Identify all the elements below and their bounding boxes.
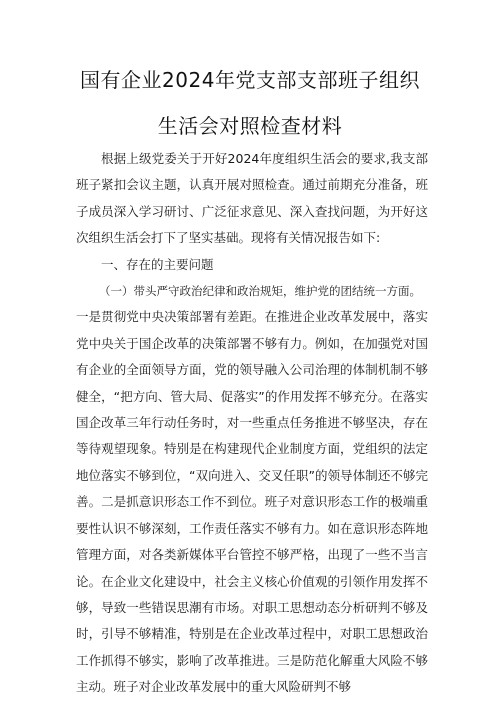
body-paragraph: 一是贯彻党中央决策部署有差距。在推进企业改革发展中，落实党中央关于国企改革的决策部署不够有力。例如，在加强党对国有企业的全面领导方面，党的领导融入公司治理的体制机制不够健全，“把方向、管大局、促落实”的作用发挥不够充分。在落实国企改革三年行动任务时，对一些重点任务推进不够坚决，存在等待观望现象。特别是在构建现代企业制度方面，党组织的法定地位落实不够到位，“双向进入、交叉任职”的领导体制还不够完善。二是抓意识形态工作不到位。班子对意识形态工作的极端重要性认识不够深刻，工作责任落实不够有力。如在意识形态阵地管理方面，对各类新媒体平台管控不够严格，出现了一些不当言论。在企业文化建设中，社会主义核心价值观的引领作用发挥不够，导致一些错误思潮有市场。对职工思想动态分析研判不够及时，引导不够精准，特别是在企业改革过程中，对职工思想政治工作抓得不够实，影响了改革推进。三是防范化解重大风险不够主动。班子对企业改革发展中的重大风险研判不够 [76,309,428,695]
section-heading: 一、存在的主要问题 [101,256,214,272]
document-title-line-2: 生活会对照检查材料 [157,114,343,138]
subsection-heading: （一）带头严守政治纪律和政治规矩，维护党的团结统一方面。 [99,284,421,299]
intro-paragraph: 根据上级党委关于开好2024年度组织生活会的要求,我支部班子紧扣会议主题，认真开展对照检查。通过前期充分准备，班子成员深入学习研讨、广泛征求意见、深入查找问题，为开好这次组织生活会打下了坚实基础。现将有关情况报告如下: [76,151,428,246]
document-body [76,146,428,701]
document-title-line-1: 国有企业2024年党支部支部班子组织 [80,68,420,92]
